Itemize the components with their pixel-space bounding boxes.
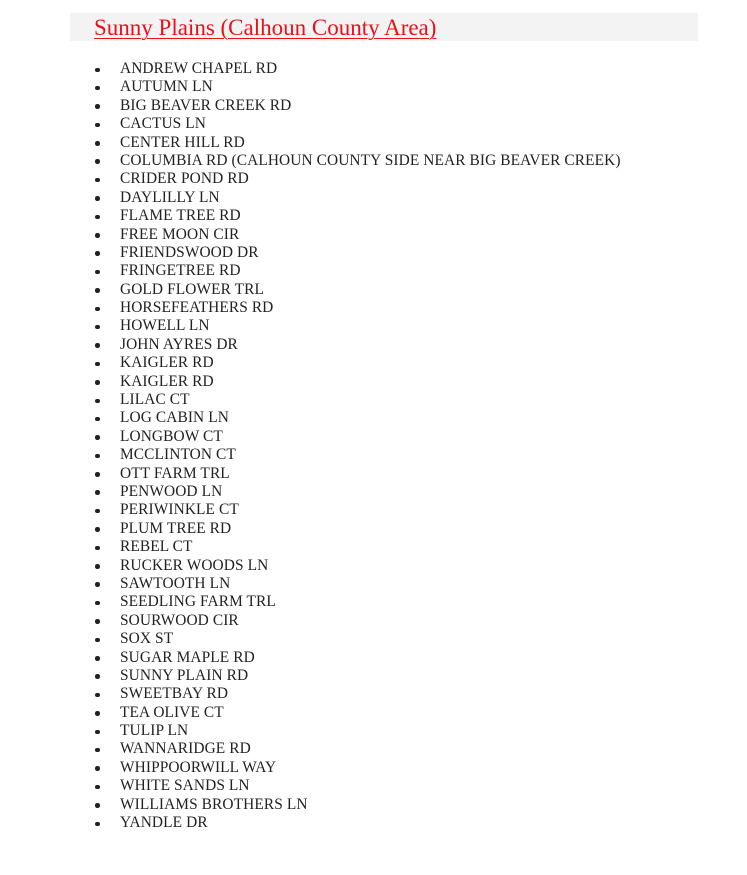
road-name: WHIPPOORWILL WAY (120, 758, 277, 776)
bullet-icon (95, 509, 100, 514)
bullet-icon (95, 564, 100, 569)
road-name: SOX ST (120, 630, 174, 648)
road-list-item (95, 685, 621, 703)
road-list-item (95, 740, 621, 758)
road-name: PLUM TREE RD (120, 519, 232, 537)
road-name: TULIP LN (120, 722, 189, 740)
road-list-item (95, 78, 621, 96)
bullet-icon (95, 454, 100, 459)
road-name: CACTUS LN (120, 115, 206, 133)
road-list-item (95, 814, 621, 832)
road-name: FRINGETREE RD (120, 262, 241, 280)
road-name: RUCKER WOODS LN (120, 556, 269, 574)
road-list-item (95, 538, 621, 556)
road-name: TEA OLIVE CT (120, 703, 224, 721)
road-list-item (95, 244, 621, 262)
road-list-item (95, 97, 621, 115)
road-list-item (95, 630, 621, 648)
road-list-item (95, 336, 621, 354)
road-name: COLUMBIA RD (CALHOUN COUNTY SIDE NEAR BIG BEAVER CREEK) (120, 151, 621, 169)
road-list-item (95, 796, 621, 814)
road-list-item (95, 483, 621, 501)
road-list-item (95, 501, 621, 519)
road-name: WHITE SANDS LN (120, 777, 250, 795)
road-list-item (95, 649, 621, 667)
road-list-item (95, 667, 621, 685)
road-list-item (95, 722, 621, 740)
road-list-item (95, 428, 621, 446)
road-list-item (95, 354, 621, 372)
road-name: DAYLILLY LN (120, 188, 220, 206)
road-name: FRIENDSWOOD DR (120, 243, 259, 261)
road-name: LILAC CT (120, 391, 190, 409)
bullet-icon (95, 233, 100, 238)
bullet-icon (95, 674, 100, 679)
bullet-icon (95, 270, 100, 275)
road-name: WANNARIDGE RD (120, 740, 251, 758)
road-list-item (95, 575, 621, 593)
bullet-icon (95, 601, 100, 606)
road-list-item (95, 520, 621, 538)
bullet-icon (95, 766, 100, 771)
road-name: PERIWINKLE CT (120, 501, 239, 519)
bullet-icon (95, 215, 100, 220)
road-list-item (95, 207, 621, 225)
road-list-item (95, 465, 621, 483)
road-list-item (95, 262, 621, 280)
road-name: SOURWOOD CIR (120, 611, 239, 629)
road-list-item (95, 373, 621, 391)
road-name: CRIDER POND RD (120, 170, 249, 188)
bullet-icon (95, 417, 100, 422)
road-name: SWEETBAY RD (120, 685, 229, 703)
bullet-icon (95, 785, 100, 790)
bullet-icon (95, 343, 100, 348)
road-name: FLAME TREE RD (120, 207, 241, 225)
bullet-icon (95, 730, 100, 735)
road-list-item (95, 170, 621, 188)
road-name: KAIGLER RD (120, 372, 214, 390)
bullet-icon (95, 582, 100, 587)
road-name: SEEDLING FARM TRL (120, 593, 276, 611)
bullet-icon (95, 86, 100, 91)
road-name: HOWELL LN (120, 317, 210, 335)
road-list (95, 60, 621, 832)
bullet-icon (95, 435, 100, 440)
bullet-icon (95, 380, 100, 385)
road-name: SAWTOOTH LN (120, 574, 231, 592)
road-list-item (95, 317, 621, 335)
road-list-item (95, 557, 621, 575)
road-list-item (95, 391, 621, 409)
road-name: KAIGLER RD (120, 354, 214, 372)
road-list-item (95, 704, 621, 722)
road-name: CENTER HILL RD (120, 133, 245, 151)
road-name: JOHN AYRES DR (120, 335, 238, 353)
bullet-icon (95, 656, 100, 661)
bullet-icon (95, 711, 100, 716)
bullet-icon (95, 251, 100, 256)
road-list-item (95, 612, 621, 630)
road-list-item (95, 446, 621, 464)
bullet-icon (95, 307, 100, 312)
bullet-icon (95, 123, 100, 128)
bullet-icon (95, 141, 100, 146)
road-list-item (95, 189, 621, 207)
bullet-icon (95, 472, 100, 477)
bullet-icon (95, 159, 100, 164)
road-list-item (95, 777, 621, 795)
road-name: ANDREW CHAPEL RD (120, 60, 278, 77)
bullet-icon (95, 325, 100, 330)
bullet-icon (95, 399, 100, 404)
road-name: SUGAR MAPLE RD (120, 648, 255, 666)
road-name: REBEL CT (120, 538, 193, 556)
road-name: HORSEFEATHERS RD (120, 299, 274, 317)
road-list-item (95, 226, 621, 244)
road-name: OTT FARM TRL (120, 464, 230, 482)
bullet-icon (95, 527, 100, 532)
road-list-item (95, 593, 621, 611)
road-name: YANDLE DR (120, 814, 208, 832)
road-list-item (95, 152, 621, 170)
bullet-icon (95, 490, 100, 495)
bullet-icon (95, 546, 100, 551)
bullet-icon (95, 196, 100, 201)
road-name: LONGBOW CT (120, 427, 223, 445)
road-list-item (95, 134, 621, 152)
road-name: LOG CABIN LN (120, 409, 229, 427)
road-name: FREE MOON CIR (120, 225, 240, 243)
road-name: GOLD FLOWER TRL (120, 280, 264, 298)
road-name: WILLIAMS BROTHERS LN (120, 795, 308, 813)
bullet-icon (95, 693, 100, 698)
bullet-icon (95, 822, 100, 827)
road-list-item (95, 115, 621, 133)
road-name: SUNNY PLAIN RD (120, 666, 249, 684)
road-list-item (95, 409, 621, 427)
bullet-icon (95, 619, 100, 624)
bullet-icon (95, 362, 100, 367)
bullet-icon (95, 803, 100, 808)
section-title-link[interactable]: Sunny Plains (Calhoun County Area) (94, 15, 437, 40)
section-header (70, 13, 698, 41)
road-name: BIG BEAVER CREEK RD (120, 96, 292, 114)
road-list-item (95, 299, 621, 317)
bullet-icon (95, 748, 100, 753)
road-name: AUTUMN LN (120, 78, 213, 96)
bullet-icon (95, 638, 100, 643)
road-name: MCCLINTON CT (120, 446, 236, 464)
bullet-icon (95, 178, 100, 183)
road-list-item (95, 281, 621, 299)
bullet-icon (95, 104, 100, 109)
road-list-item (95, 60, 621, 78)
bullet-icon (95, 288, 100, 293)
road-list-item (95, 759, 621, 777)
bullet-icon (95, 68, 100, 73)
road-name: PENWOOD LN (120, 482, 223, 500)
